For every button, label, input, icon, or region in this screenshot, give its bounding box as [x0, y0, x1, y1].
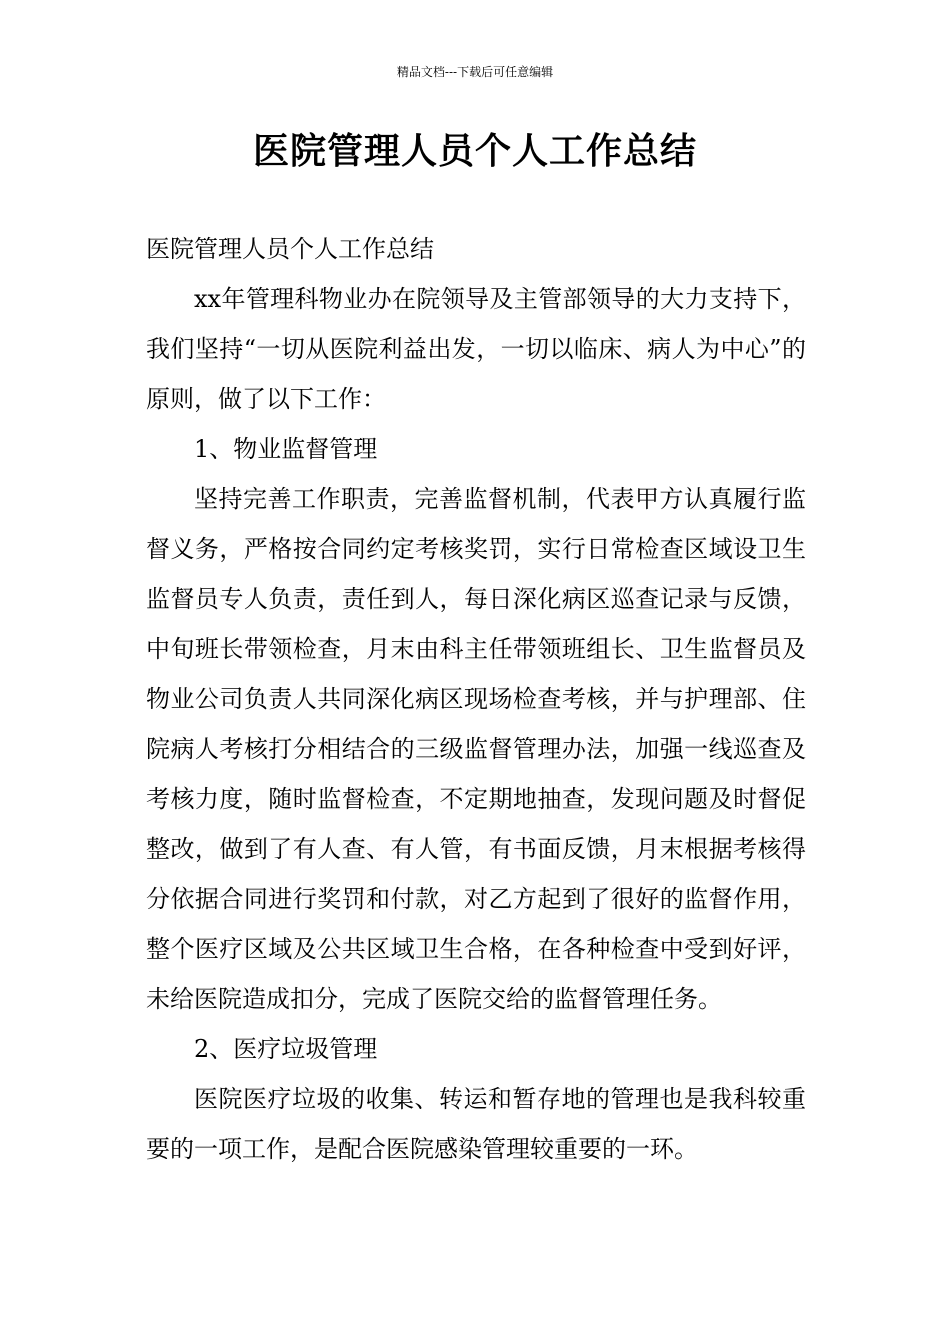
section-heading-medical-waste: 2、医疗垃圾管理	[194, 1035, 378, 1063]
section-heading-property-supervision: 1、物业监督管理	[194, 435, 378, 463]
header-note: 精品文档---下载后可任意编辑	[396, 65, 554, 79]
paragraph-intro: xx年管理科物业办在院领导及主管部领导的大力支持下，我们坚持“一切从医院利益出发，一切以临床、病人为中心”的原则，做了以下工作：	[146, 285, 806, 413]
paragraph-medical-waste: 医院医疗垃圾的收集、转运和暂存地的管理也是我科较重要的一项工作，是配合医院感染管理较重要的一环。	[146, 1085, 806, 1163]
document-body	[146, 224, 806, 1174]
paragraph-property-supervision: 坚持完善工作职责，完善监督机制，代表甲方认真履行监督义务，严格按合同约定考核奖罚，实行日常检查区域设卫生监督员专人负责，责任到人，每日深化病区巡查记录与反馈，中旬班长带领检查，月末由科主任带领班组长、卫生监督员及物业公司负责人共同深化病区现场检查考核，并与护理部、住院病人考核打分相结合的三级监督管理办法，加强一线巡查及考核力度，随时监督检查，不定期地抽查，发现问题及时督促整改，做到了有人查、有人管，有书面反馈，月末根据考核得分依据合同进行奖罚和付款，对乙方起到了很好的监督作用，整个医疗区域及公共区域卫生合格，在各种检查中受到好评，未给医院造成扣分，完成了医院交给的监督管理任务。	[146, 485, 806, 1013]
paragraph-subtitle: 医院管理人员个人工作总结	[146, 235, 434, 263]
document-title: 医院管理人员个人工作总结	[252, 130, 697, 172]
